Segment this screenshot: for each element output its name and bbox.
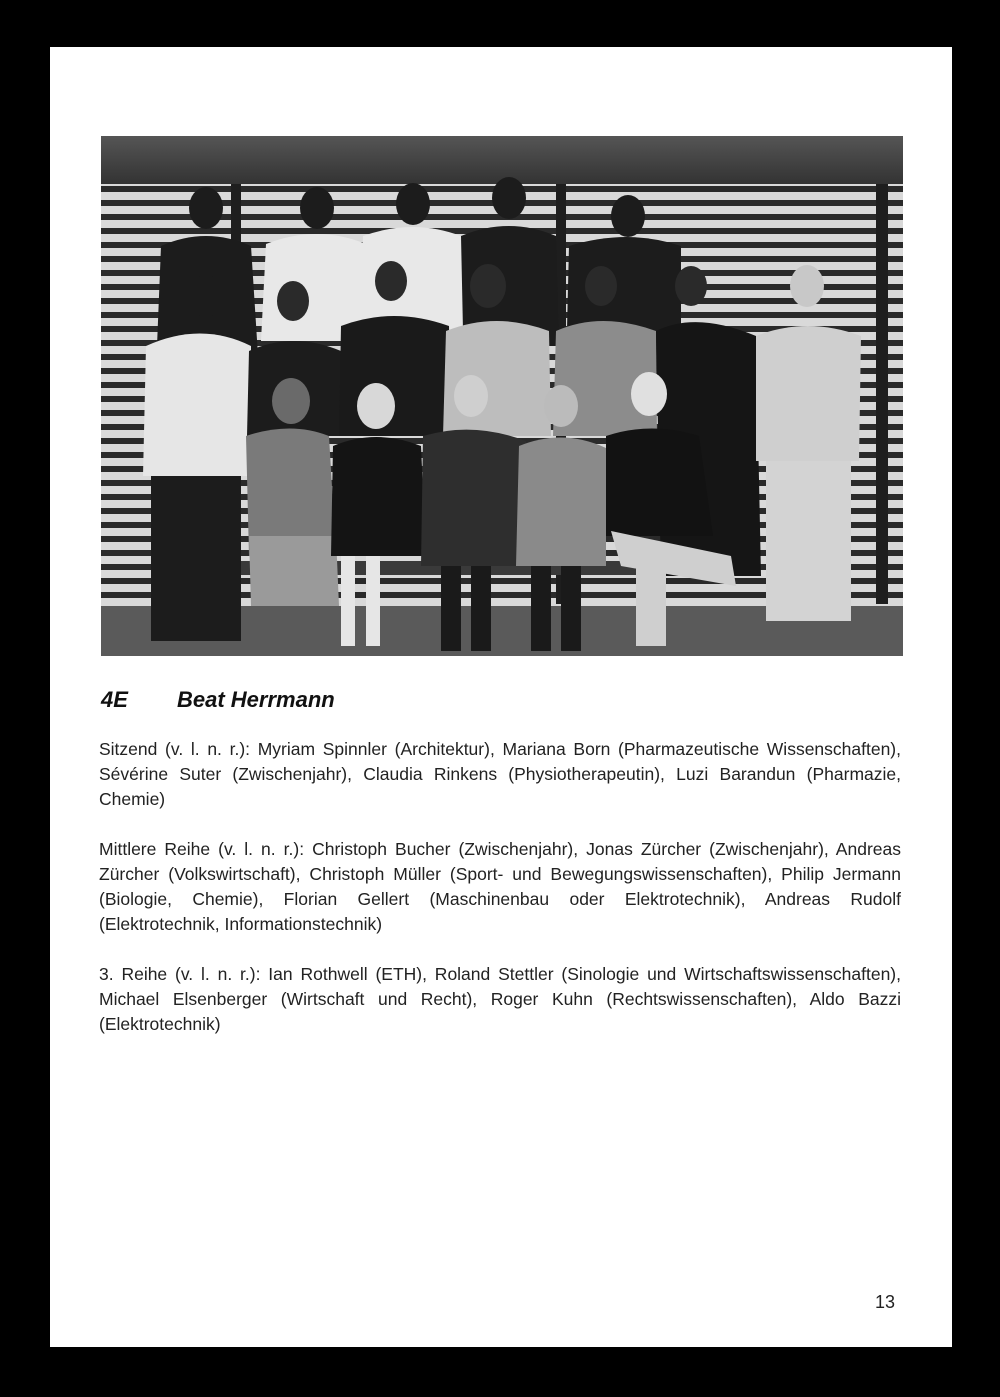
class-code: 4E [101,687,128,712]
teacher-name: Beat Herrmann [177,687,335,712]
page-number: 13 [875,1292,896,1312]
class-photo-image [101,136,903,656]
middle-row-caption: Mittlere Reihe (v. l. n. r.): Christoph Bucher (Zwischenjahr), Jonas Zürcher (Zwischenjahr), Andreas Zürcher (Volkswirtschaft), Christoph Müller (Sport- und Bewegungswissenschaften), Philip Jermann (Biologie, Chemie), Florian Gellert (Maschinenbau oder Elektrotechnik), Andreas Rudolf (Elektrotechnik, Informationstechnik) [99,839,901,934]
class-photo [101,136,903,656]
document-page [50,47,952,1347]
seated-row-caption: Sitzend (v. l. n. r.): Myriam Spinnler (Architektur), Mariana Born (Pharmazeutische Wissenschaften), Sévérine Suter (Zwischenjahr), Claudia Rinkens (Physiotherapeutin), Luzi Barandun (Pharmazie, Chemie) [99,739,901,809]
section-heading [101,687,335,713]
third-row-caption: 3. Reihe (v. l. n. r.): Ian Rothwell (ETH), Roland Stettler (Sinologie und Wirtschaftswissenschaften), Michael Elsenberger (Wirtschaft und Recht), Roger Kuhn (Rechtswissenschaften), Aldo Bazzi (Elektrotechnik) [99,964,901,1034]
